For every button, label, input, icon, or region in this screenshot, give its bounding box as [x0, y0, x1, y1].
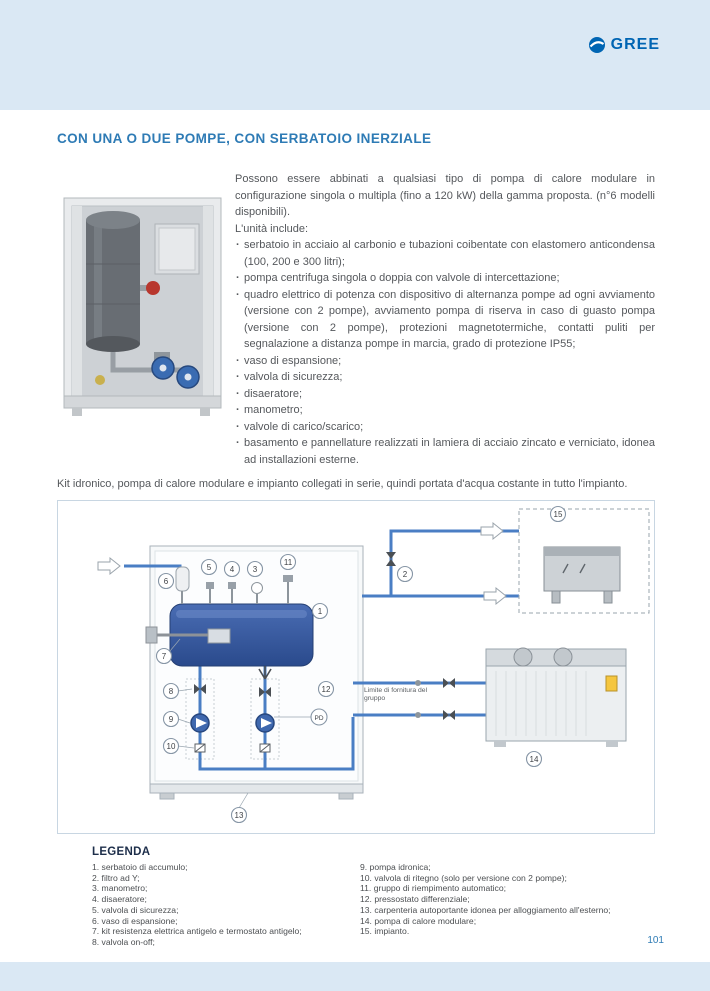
legend-item: 4. disaeratore; [92, 894, 147, 905]
callout-9 [164, 712, 179, 727]
callout-14 [527, 752, 542, 767]
body-text [235, 171, 655, 468]
svg-text:3: 3 [252, 565, 258, 574]
callout-5 [202, 560, 217, 575]
shutoff-valve-riser [386, 552, 396, 566]
list-item: · serbatoio in acciaio al carbonio e tubazioni coibentate con elastomero anticondensa (100, 200 e 300 litri); [235, 237, 655, 270]
svg-text:15: 15 [553, 510, 563, 519]
legend [92, 846, 658, 948]
callout-13 [232, 808, 247, 823]
svg-text:PD: PD [314, 715, 324, 722]
legend-item: 15. impianto. [360, 926, 410, 937]
callout-11 [281, 555, 296, 570]
callout-15 [551, 507, 566, 522]
callout-10 [164, 739, 179, 754]
footer-band [0, 962, 710, 991]
svg-text:1: 1 [317, 607, 323, 616]
feature-list [235, 237, 655, 468]
page-title: CON UNA O DUE POMPE, CON SERBATOIO INERZIALE [57, 131, 432, 146]
legend-heading: LEGENDA [92, 846, 151, 858]
legend-item: 11. gruppo di riempimento automatico; [360, 883, 507, 894]
page-number: 101 [647, 935, 664, 946]
header-band [0, 0, 710, 110]
callout-2 [398, 567, 413, 582]
includes-label: L'unità include: [235, 222, 309, 235]
svg-text:14: 14 [529, 755, 539, 764]
legend-column-2 [360, 862, 658, 948]
legend-item: 9. pompa idronica; [360, 862, 431, 872]
svg-text:11: 11 [283, 558, 293, 567]
svg-text:5: 5 [206, 563, 212, 572]
list-item: · pompa centrifuga singola o doppia con valvole di intercettazione; [235, 270, 655, 287]
warning-sticker [606, 676, 617, 691]
legend-item: 2. filtro ad Y; [92, 872, 140, 883]
legend-column-1 [92, 862, 360, 948]
list-item: · valvola di sicurezza; [235, 369, 655, 386]
legend-item: 3. manometro; [92, 883, 148, 894]
list-item: · manometro; [235, 402, 655, 419]
list-item: · disaeratore; [235, 386, 655, 403]
callout-12 [319, 682, 334, 697]
photo-electrical-panel [155, 224, 199, 274]
list-item: · basamento e pannellature realizzati in lamiera di acciaio zincato e verniciato, idonea ad installazioni esterne. [235, 435, 655, 468]
legend-item: 8. valvola on-off; [92, 937, 155, 948]
callout-4 [225, 562, 240, 577]
svg-text:6: 6 [163, 577, 169, 586]
svg-text:4: 4 [229, 565, 235, 574]
system-unit [519, 509, 649, 613]
legend-item: 5. valvola di sicurezza; [92, 904, 179, 915]
legend-item: 10. valvola di ritegno (solo per versione con 2 pompe); [360, 872, 567, 883]
hydronic-schematic [57, 500, 655, 834]
product-photo [60, 184, 225, 424]
brand-name: GREE [610, 36, 660, 53]
boundary-label: Limite di fornitura del gruppo [364, 687, 428, 703]
svg-text:7: 7 [161, 652, 167, 661]
callout-1 [313, 604, 328, 619]
heat-pump-unit [486, 648, 626, 747]
svg-text:12: 12 [321, 685, 331, 694]
list-item: · valvole di carico/scarico; [235, 419, 655, 436]
diagram-caption: Kit idronico, pompa di calore modulare e impianto collegati in serie, quindi portata d'acqua costante in tutto l'impianto. [57, 478, 628, 490]
callout-7 [157, 649, 172, 664]
legend-item: 7. kit resistenza elettrica antigelo e termostato antigelo; [92, 926, 302, 937]
legend-item: 12. pressostato differenziale; [360, 894, 470, 905]
svg-text:8: 8 [168, 687, 174, 696]
callout-6 [159, 574, 174, 589]
list-item: · quadro elettrico di potenza con dispositivo di alternanza pompe ad ogni avviamento (versione con 2 pompe), avviamento pompa di riserva in caso di guasto pompa (versione con 2 pompe), protezioni magnetotermiche, contatti puliti per segnalazione a distanza pompe in marcia, grado di protezione IP55; [235, 287, 655, 353]
gree-logo-icon [588, 36, 606, 54]
svg-text:2: 2 [402, 570, 408, 579]
legend-item: 14. pompa di calore modulare; [360, 915, 477, 926]
callout-3 [248, 562, 263, 577]
pd-gauge [311, 709, 327, 725]
intro-paragraph: Possono essere abbinati a qualsiasi tipo di pompa di calore modulare in configurazione singola o multipla (fino a 120 kW) della gamma proposta. (n°6 modelli disponibili). [235, 173, 655, 218]
svg-text:10: 10 [166, 742, 176, 751]
legend-item: 1. serbatoio di accumulo; [92, 862, 188, 872]
legend-item: 6. vaso di espansione; [92, 915, 178, 926]
list-item: · vaso di espansione; [235, 353, 655, 370]
legend-item: 13. carpenteria autoportante idonea per alloggiamento all'esterno; [360, 904, 611, 915]
svg-text:9: 9 [168, 715, 174, 724]
callout-8 [164, 684, 179, 699]
photo-tank [86, 211, 140, 352]
svg-text:13: 13 [234, 811, 244, 820]
gree-logo [588, 36, 660, 54]
